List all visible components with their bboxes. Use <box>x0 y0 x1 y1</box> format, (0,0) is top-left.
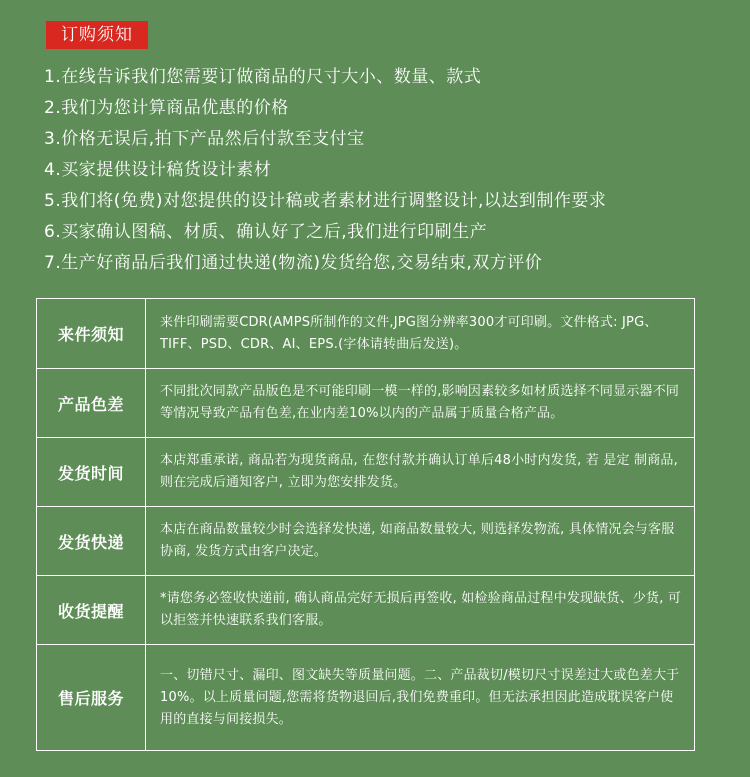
row-content: 本店在商品数量较少时会选择发快递, 如商品数量较大, 则选择发物流, 具体情况会与客服协商, 发货方式由客户决定。 <box>146 507 695 576</box>
row-label: 发货快递 <box>37 507 146 576</box>
row-content: 本店郑重承诺, 商品若为现货商品, 在您付款并确认订单后48小时内发货, 若 是定 制商品, 则在完成后通知客户, 立即为您安排发货。 <box>146 438 695 507</box>
row-label: 售后服务 <box>37 645 146 751</box>
step-item: 2.我们为您计算商品优惠的价格 <box>44 98 289 118</box>
row-label: 来件须知 <box>37 299 146 369</box>
row-content: *请您务必签收快递前, 确认商品完好无损后再签收, 如检验商品过程中发现缺货、少货, 可以拒签并快速联系我们客服。 <box>146 576 695 645</box>
row-label: 产品色差 <box>37 369 146 438</box>
order-steps-list <box>44 62 734 279</box>
row-label: 发货时间 <box>37 438 146 507</box>
row-label: 收货提醒 <box>37 576 146 645</box>
table-row <box>37 507 695 576</box>
table-row <box>37 438 695 507</box>
row-content: 一、切错尺寸、漏印、图文缺失等质量问题。二、产品裁切/模切尺寸误差过大或色差大于10%。以上质量问题,您需将货物退回后,我们免费重印。但无法承担因此造成耽误客户使用的直接与间接损失。 <box>146 645 695 751</box>
step-item: 3.价格无误后,拍下产品然后付款至支付宝 <box>44 129 365 149</box>
step-item: 6.买家确认图稿、材质、确认好了之后,我们进行印刷生产 <box>44 222 488 242</box>
table-row <box>37 369 695 438</box>
step-item: 1.在线告诉我们您需要订做商品的尺寸大小、数量、款式 <box>44 67 482 87</box>
table-row <box>37 645 695 751</box>
row-content: 不同批次同款产品版色是不可能印刷一模一样的,影响因素较多如材质选择不同显示器不同等情况导致产品有色差,在业内差10%以内的产品属于质量合格产品。 <box>146 369 695 438</box>
page-title: 订购须知 <box>46 21 148 49</box>
table-row <box>37 299 695 369</box>
step-item: 4.买家提供设计稿货设计素材 <box>44 160 272 180</box>
table-row <box>37 576 695 645</box>
step-item: 7.生产好商品后我们通过快递(物流)发货给您,交易结束,双方评价 <box>44 253 543 273</box>
row-content: 来件印刷需要CDR(AMPS所制作的文件,JPG图分辨率300才可印刷。文件格式: JPG、TIFF、PSD、CDR、AI、EPS.(字体请转曲后发送)。 <box>146 299 695 369</box>
notice-table <box>36 298 695 751</box>
step-item: 5.我们将(免费)对您提供的设计稿或者素材进行调整设计,以达到制作要求 <box>44 191 607 211</box>
